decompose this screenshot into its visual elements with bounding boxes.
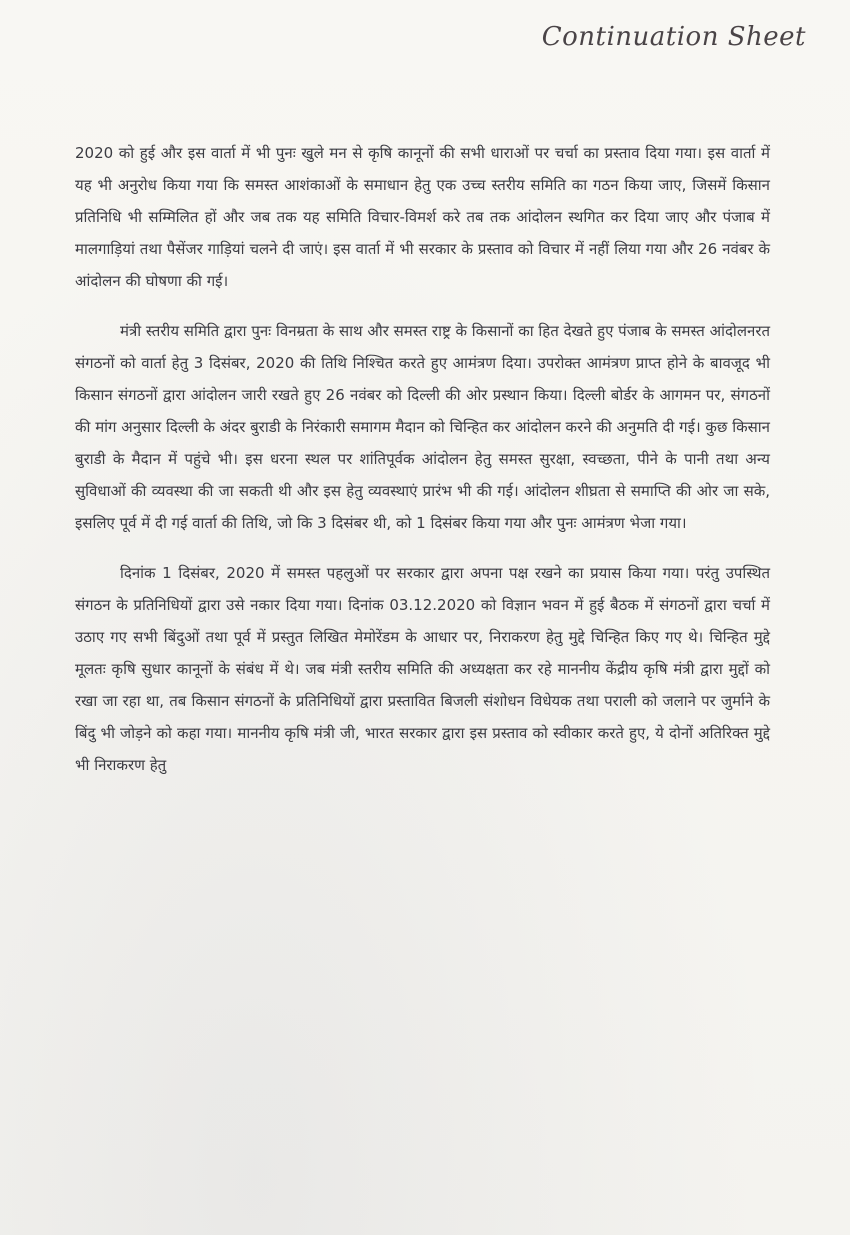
continuation-sheet-heading: Continuation Sheet	[541, 22, 806, 52]
document-body	[75, 137, 770, 781]
paragraph-1: 2020 को हुई और इस वार्ता में भी पुनः खुले मन से कृषि कानूनों की सभी धाराओं पर चर्चा का प्रस्ताव दिया गया। इस वार्ता में यह भी अनुरोध किया गया कि समस्त आशंकाओं के समाधान हेतु एक उच्च स्तरीय समिति का गठन किया जाए, जिसमें किसान प्रतिनिधि भी सम्मिलित हों और जब तक यह समिति विचार-विमर्श करे तब तक आंदोलन स्थगित कर दिया जाए और पंजाब में मालगाड़ियां तथा पैसेंजर गाड़ियां चलने दी जाएं। इस वार्ता में भी सरकार के प्रस्ताव को विचार में नहीं लिया गया और 26 नवंबर के आंदोलन की घोषणा की गई।	[75, 144, 770, 290]
paragraph-3: दिनांक 1 दिसंबर, 2020 में समस्त पहलुओं पर सरकार द्वारा अपना पक्ष रखने का प्रयास किया गया। परंतु उपस्थित संगठन के प्रतिनिधियों द्वारा उसे नकार दिया गया। दिनांक 03.12.2020 को विज्ञान भवन में हुई बैठक में संगठनों द्वारा चर्चा में उठाए गए सभी बिंदुओं तथा पूर्व में प्रस्तुत लिखित मेमोरेंडम के आधार पर, निराकरण हेतु मुद्दे चिन्हित किए गए थे। चिन्हित मुद्दे मूलतः कृषि सुधार कानूनों के संबंध में थे। जब मंत्री स्तरीय समिति की अध्यक्षता कर रहे माननीय केंद्रीय कृषि मंत्री द्वारा मुद्दों को रखा जा रहा था, तब किसान संगठनों के प्रतिनिधियों द्वारा प्रस्तावित बिजली संशोधन विधेयक तथा पराली को जलाने पर जुर्माने के बिंदु भी जोड़ने को कहा गया। माननीय कृषि मंत्री जी, भारत सरकार द्वारा इस प्रस्ताव को स्वीकार करते हुए, ये दोनों अतिरिक्त मुद्दे भी निराकरण हेतु	[75, 564, 770, 774]
paragraph-2: मंत्री स्तरीय समिति द्वारा पुनः विनम्रता के साथ और समस्त राष्ट्र के किसानों का हित देखते हुए पंजाब के समस्त आंदोलनरत संगठनों को वार्ता हेतु 3 दिसंबर, 2020 की तिथि निश्चित करते हुए आमंत्रण दिया। उपरोक्त आमंत्रण प्राप्त होने के बावजूद भी किसान संगठनों द्वारा आंदोलन जारी रखते हुए 26 नवंबर को दिल्ली की ओर प्रस्थान किया। दिल्ली बोर्डर के आगमन पर, संगठनों की मांग अनुसार दिल्ली के अंदर बुराडी के निरंकारी समागम मैदान को चिन्हित कर आंदोलन करने की अनुमति दी गई। कुछ किसान बुराडी के मैदान में पहुंचे भी। इस धरना स्थल पर शांतिपूर्वक आंदोलन हेतु समस्त सुरक्षा, स्वच्छता, पीने के पानी तथा अन्य सुविधाओं की व्यवस्था की जा सकती थी और इस हेतु व्यवस्थाएं प्रारंभ भी की गई। आंदोलन शीघ्रता से समाप्ति की ओर जा सके, इसलिए पूर्व में दी गई वार्ता की तिथि, जो कि 3 दिसंबर थी, को 1 दिसंबर किया गया और पुनः आमंत्रण भेजा गया।	[75, 322, 770, 532]
